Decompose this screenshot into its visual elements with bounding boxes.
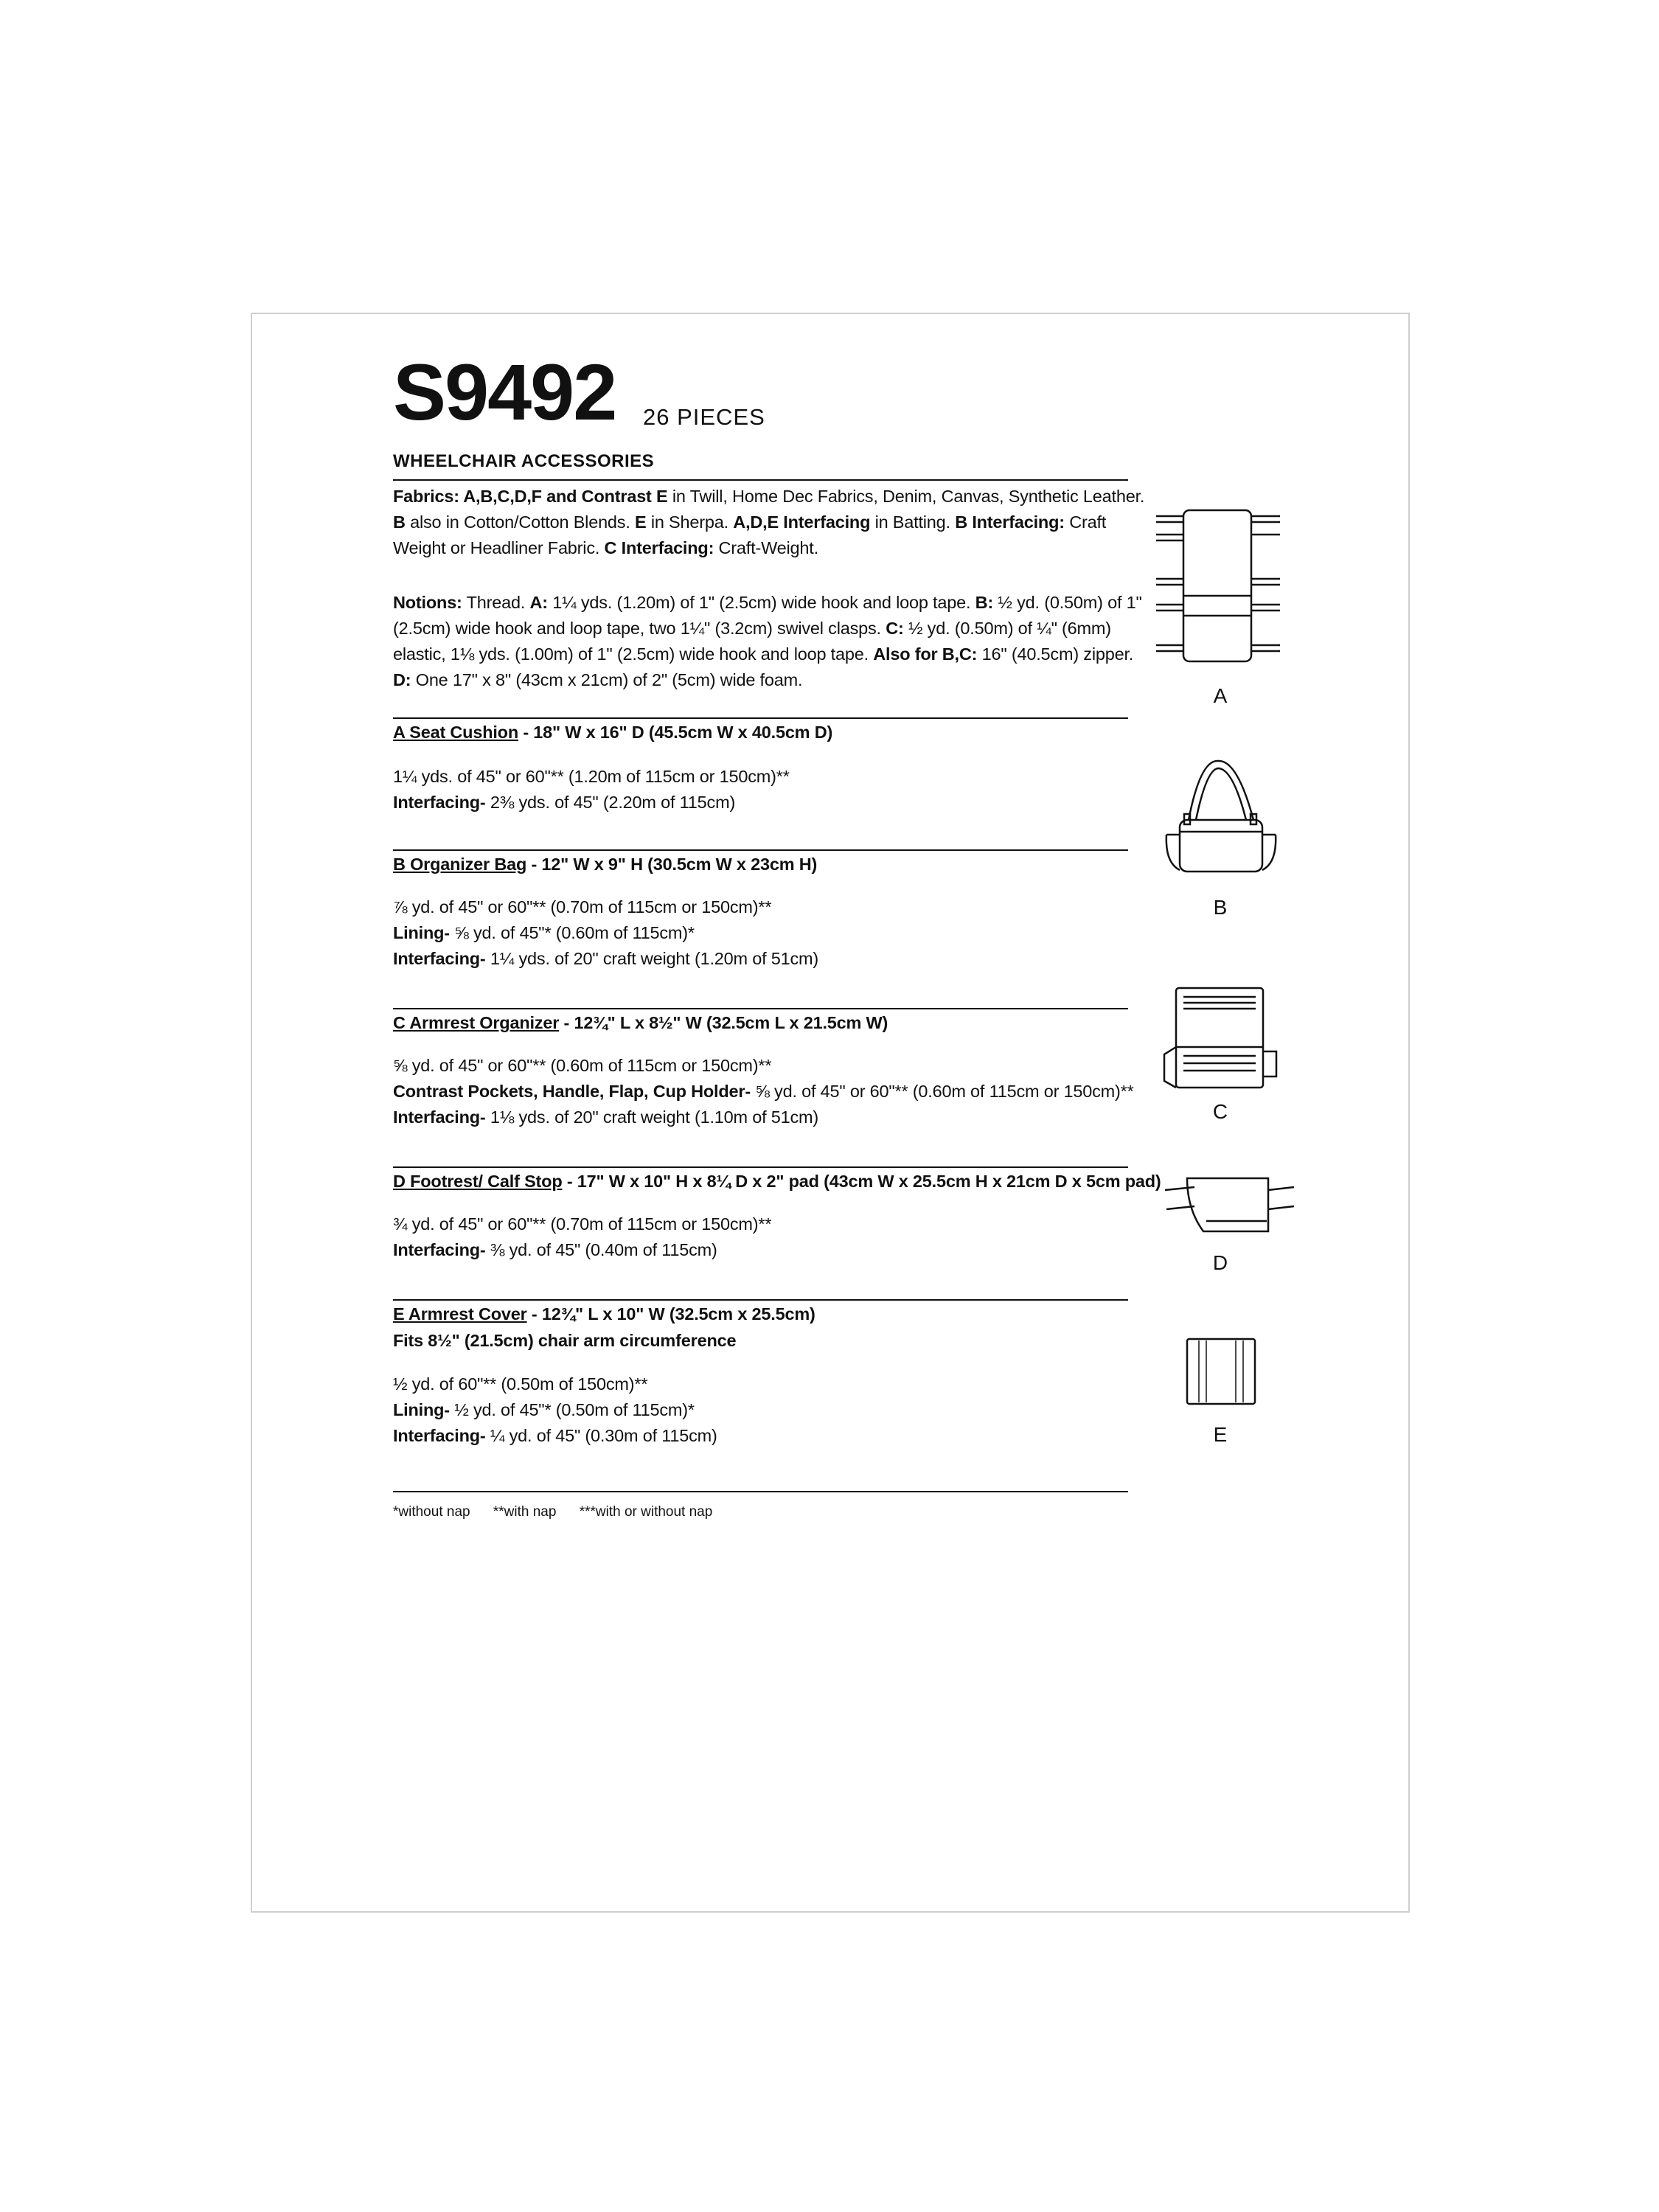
section-c-body: ⅝ yd. of 45" or 60"** (0.60m of 115cm or 150cm)** Contrast Pockets, Handle, Flap, Cup Holder- ⅝ yd. of 45" or 60"** (0.60m of 115cm or 150cm)** Interfacing- 1⅛ yds. of 20" craft weight (1.10m of 51cm) bbox=[393, 1056, 1134, 1127]
view-b-label: B bbox=[1213, 896, 1228, 919]
view-a-label: A bbox=[1213, 684, 1228, 707]
section-a-body: 1¼ yds. of 45" or 60"** (1.20m of 115cm or 150cm)** Interfacing- 2⅜ yds. of 45" (2.20m of 115cm) bbox=[393, 767, 790, 812]
section-d-header: D Footrest/ Calf Stop - 17" W x 10" H x 8¼ D x 2" pad (43cm W x 25.5cm H x 21cm D x 5cm pad) bbox=[393, 1172, 1161, 1191]
section-e-body: ½ yd. of 60"** (0.50m of 150cm)** Lining- ½ yd. of 45"* (0.50m of 115cm)* Interfacing- ¼ yd. of 45" (0.30m of 115cm) bbox=[393, 1374, 717, 1445]
view-b-organizer-bag-drawing bbox=[1150, 752, 1298, 892]
section-b-body: ⅞ yd. of 45" or 60"** (0.70m of 115cm or 150cm)** Lining- ⅝ yd. of 45"* (0.60m of 115cm)* Interfacing- 1¼ yds. of 20" craft weight (1.20m of 51cm) bbox=[393, 897, 819, 968]
view-e-label: E bbox=[1213, 1423, 1228, 1446]
notions-block: Notions: Thread. A: 1¼ yds. (1.20m) of 1" (2.5cm) wide hook and loop tape. B: ½ yd. (0.50m) of 1" (2.5cm) wide hook and loop tape, two 1¼" (3.2cm) swivel clasps. C: ½ yd. (0.50m) of ¼" (6mm) elastic, 1⅛ yds. (1.00m) of 1" (2.5cm) wide hook and loop tape. Also for B,C: 16" (40.5cm) zipper. D: One 17" x 8" (43cm x 21cm) of 2" (5cm) wide foam. bbox=[393, 593, 1142, 689]
view-a-seat-cushion-drawing bbox=[1150, 501, 1298, 686]
view-d-footrest-drawing bbox=[1158, 1165, 1298, 1246]
section-a-header: A Seat Cushion - 18" W x 16" D (45.5cm W x 40.5cm D) bbox=[393, 723, 833, 742]
view-c-armrest-organizer-drawing bbox=[1161, 981, 1287, 1099]
footnotes: *without nap **with nap ***with or without nap bbox=[393, 1504, 713, 1520]
section-c-header: C Armrest Organizer - 12¾" L x 8½" W (32.5cm L x 21.5cm W) bbox=[393, 1013, 888, 1032]
divider bbox=[393, 717, 1128, 719]
divider bbox=[393, 479, 1128, 481]
fabrics-block: Fabrics: A,B,C,D,F and Contrast E in Twill, Home Dec Fabrics, Denim, Canvas, Synthetic Leather. B also in Cotton/Cotton Blends. E in Sherpa. A,D,E Interfacing in Batting. B Interfacing: Craft Weight or Headliner Fabric. C Interfacing: Craft-Weight. bbox=[393, 487, 1145, 557]
section-b-header: B Organizer Bag - 12" W x 9" H (30.5cm W x 23cm H) bbox=[393, 855, 818, 874]
section-d-body: ¾ yd. of 45" or 60"** (0.70m of 115cm or 150cm)** Interfacing- ⅜ yd. of 45" (0.40m of 115cm) bbox=[393, 1214, 772, 1259]
divider bbox=[393, 1008, 1128, 1009]
pattern-title: WHEELCHAIR ACCESSORIES bbox=[393, 451, 655, 471]
divider bbox=[393, 1166, 1128, 1168]
divider bbox=[393, 1299, 1128, 1301]
piece-count: 26 PIECES bbox=[643, 404, 765, 430]
view-c-label: C bbox=[1212, 1100, 1228, 1123]
section-e-fits: Fits 8½" (21.5cm) chair arm circumference bbox=[393, 1331, 737, 1350]
view-e-armrest-cover-drawing bbox=[1180, 1335, 1268, 1416]
divider bbox=[393, 849, 1128, 851]
pattern-number: S9492 bbox=[393, 347, 616, 437]
divider bbox=[393, 1491, 1128, 1492]
section-e-header: E Armrest Cover - 12¾" L x 10" W (32.5cm x 25.5cm) bbox=[393, 1304, 815, 1324]
view-d-label: D bbox=[1212, 1251, 1228, 1274]
